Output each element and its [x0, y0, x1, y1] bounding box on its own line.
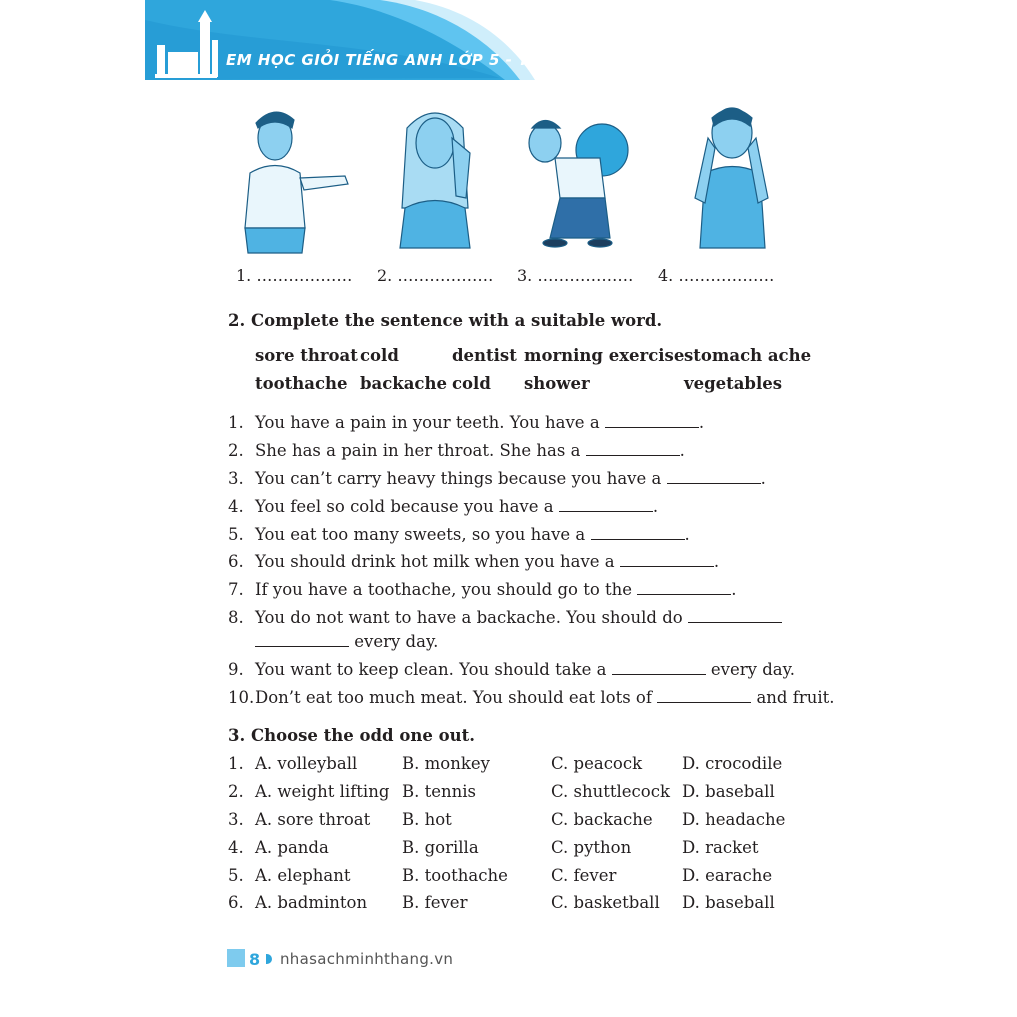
- picture-blank-1: 1. ………………: [236, 266, 353, 285]
- option-d[interactable]: D. baseball: [682, 782, 775, 801]
- website: nhasachminhthang.vn: [280, 950, 454, 968]
- word-bank-item: toothache: [255, 374, 348, 393]
- page-marker-icon: [266, 954, 272, 964]
- row-number: 6.: [228, 893, 244, 912]
- option-d[interactable]: D. baseball: [682, 893, 775, 912]
- answer-blank[interactable]: [612, 660, 706, 675]
- row-number: 2.: [228, 782, 244, 801]
- option-c[interactable]: C. fever: [551, 866, 617, 885]
- section-2-title: 2. Complete the sentence with a suitable word.: [228, 311, 663, 330]
- answer-blank[interactable]: [255, 632, 349, 647]
- option-c[interactable]: C. basketball: [551, 893, 660, 912]
- option-d[interactable]: D. crocodile: [682, 754, 783, 773]
- answer-blank[interactable]: [620, 552, 714, 567]
- option-b[interactable]: B. gorilla: [402, 838, 479, 857]
- row-number: 3.: [228, 810, 244, 829]
- item-number: 7.: [228, 580, 244, 599]
- option-a[interactable]: A. badminton: [255, 893, 368, 912]
- word-bank-item: cold: [360, 346, 399, 365]
- word-bank-item: shower: [524, 374, 590, 393]
- option-b[interactable]: B. hot: [402, 810, 452, 829]
- page-number: 8: [249, 950, 261, 969]
- sore-throat-illustration: [245, 112, 348, 253]
- item-number: 6.: [228, 552, 244, 571]
- option-a[interactable]: A. weight lifting: [255, 782, 390, 801]
- illustrations: [220, 98, 800, 258]
- answer-blank[interactable]: [688, 608, 782, 623]
- option-b[interactable]: B. toothache: [402, 866, 508, 885]
- sentence-continuation: every day.: [255, 632, 438, 651]
- option-d[interactable]: D. earache: [682, 866, 773, 885]
- answer-blank[interactable]: [667, 469, 761, 484]
- word-bank-item: cold: [452, 374, 491, 393]
- footer-square: [227, 949, 245, 967]
- option-a[interactable]: A. volleyball: [255, 754, 358, 773]
- option-b[interactable]: B. monkey: [402, 754, 490, 773]
- word-bank-item: backache: [360, 374, 447, 393]
- headache-illustration: [400, 113, 470, 248]
- sentence: You do not want to have a backache. You should do: [255, 608, 782, 627]
- option-b[interactable]: B. fever: [402, 893, 468, 912]
- row-number: 4.: [228, 838, 244, 857]
- sentence: If you have a toothache, you should go to the .: [255, 580, 737, 599]
- toothache-illustration: [695, 108, 768, 248]
- option-c[interactable]: C. peacock: [551, 754, 643, 773]
- sentence: You eat too many sweets, so you have a .: [255, 525, 690, 544]
- sentence: You want to keep clean. You should take a every day.: [255, 660, 795, 679]
- answer-blank[interactable]: [605, 413, 699, 428]
- section-3-title: 3. Choose the odd one out.: [228, 726, 475, 745]
- option-c[interactable]: C. shuttlecock: [551, 782, 670, 801]
- item-number: 2.: [228, 441, 244, 460]
- item-number: 5.: [228, 525, 244, 544]
- answer-blank[interactable]: [591, 525, 685, 540]
- sentence: Don’t eat too much meat. You should eat lots of and fruit.: [255, 688, 835, 707]
- row-number: 1.: [228, 754, 244, 773]
- item-number: 9.: [228, 660, 244, 679]
- item-number: 1.: [228, 413, 244, 432]
- sentence: You feel so cold because you have a .: [255, 497, 659, 516]
- word-bank-item: sore throat: [255, 346, 358, 365]
- sentence: You should drink hot milk when you have a .: [255, 552, 720, 571]
- header-title: EM HỌC GIỎI TIẾNG ANH LỚP 5 - TẬP 2: [226, 51, 570, 69]
- option-a[interactable]: A. elephant: [255, 866, 351, 885]
- item-number: 4.: [228, 497, 244, 516]
- picture-blank-3: 3. ………………: [517, 266, 634, 285]
- answer-blank[interactable]: [657, 688, 751, 703]
- word-bank-item: morning exercise: [524, 346, 685, 365]
- sentence: You have a pain in your teeth. You have a .: [255, 413, 705, 432]
- row-number: 5.: [228, 866, 244, 885]
- option-a[interactable]: A. sore throat: [255, 810, 371, 829]
- option-c[interactable]: C. backache: [551, 810, 653, 829]
- option-b[interactable]: B. tennis: [402, 782, 477, 801]
- picture-blank-2: 2. ………………: [377, 266, 494, 285]
- item-number: 8.: [228, 608, 244, 627]
- answer-blank[interactable]: [637, 580, 731, 595]
- item-number: 10.: [228, 688, 255, 707]
- header-banner: [0, 0, 1017, 90]
- word-bank-item: stomach ache: [684, 346, 812, 365]
- item-number: 3.: [228, 469, 244, 488]
- word-bank-item: dentist: [452, 346, 517, 365]
- option-d[interactable]: D. headache: [682, 810, 786, 829]
- sentence: She has a pain in her throat. She has a .: [255, 441, 685, 460]
- word-bank-item: vegetables: [684, 374, 783, 393]
- option-a[interactable]: A. panda: [255, 838, 329, 857]
- option-c[interactable]: C. python: [551, 838, 632, 857]
- backache-illustration: [529, 121, 628, 248]
- sentence: You can’t carry heavy things because you have a .: [255, 469, 766, 488]
- option-d[interactable]: D. racket: [682, 838, 759, 857]
- answer-blank[interactable]: [586, 441, 680, 456]
- answer-blank[interactable]: [559, 497, 653, 512]
- picture-blank-4: 4. ………………: [658, 266, 775, 285]
